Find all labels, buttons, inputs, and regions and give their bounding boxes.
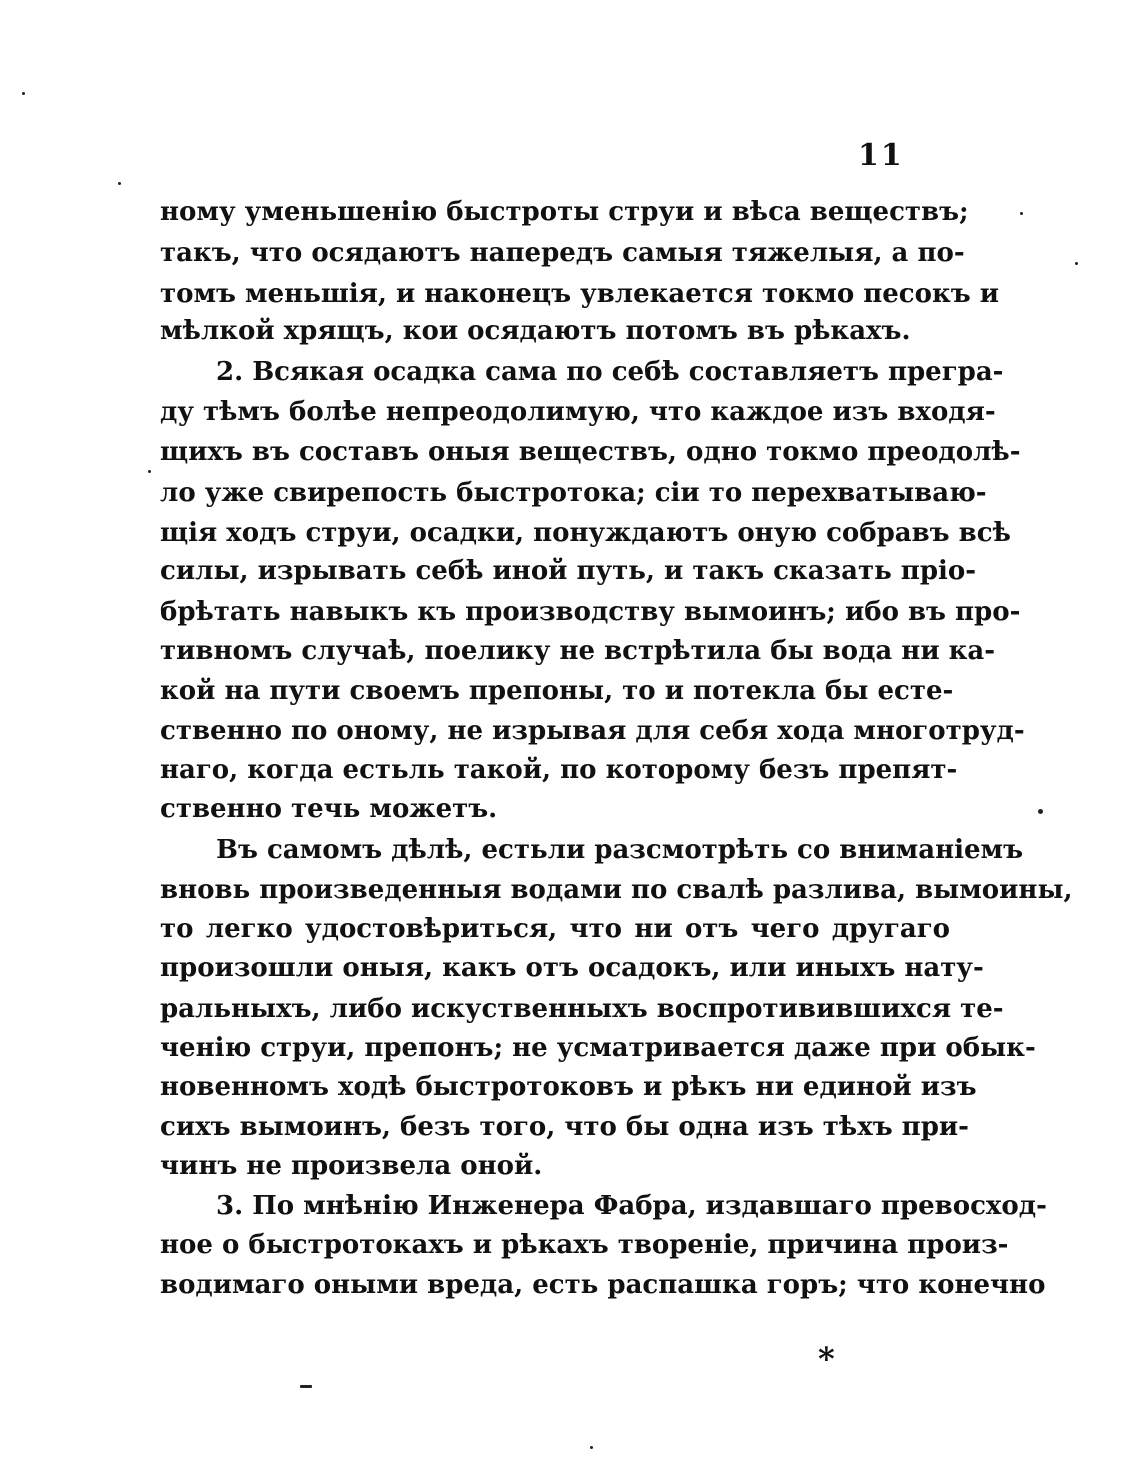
signature-mark: * [818, 1340, 835, 1378]
text-line: ду тѣмъ болѣе непреодолимую, что каждое изъ входя- [160, 397, 996, 427]
text-line: томъ меньшія, и наконецъ увлекается токмо песокъ и [160, 279, 1000, 309]
text-line: Въ самомъ дѣлѣ, естьли разсмотрѣть со вниманіемъ [216, 835, 1024, 865]
scan-speck [300, 1385, 312, 1388]
text-line: щія ходъ струи, осадки, понуждаютъ оную собравъ всѣ [160, 518, 1011, 548]
text-line: ченію струи, препонъ; не усматривается даже при обык- [160, 1033, 1036, 1063]
text-line: 3. По мнѣнію Инженера Фабра, издавшаго превосход- [216, 1191, 1047, 1221]
text-line: ное о быстротокахъ и рѣкахъ твореніе, причина произ- [160, 1230, 1009, 1260]
text-line: щихъ въ составъ оныя веществъ, одно токмо преодолѣ- [160, 437, 1021, 467]
text-line: произошли оныя, какъ отъ осадокъ, или иныхъ нату- [160, 953, 984, 983]
scan-speck [148, 470, 151, 473]
scan-speck [1020, 212, 1023, 215]
text-line: ному уменьшенію быстроты струи и вѣса веществъ; [160, 197, 969, 227]
text-line: чинъ не произвела оной. [160, 1151, 543, 1181]
text-line: новенномъ ходѣ быстротоковъ и рѣкъ ни единой изъ [160, 1072, 977, 1102]
text-line: наго, когда естьль такой, по которому безъ препят- [160, 755, 958, 785]
text-line: ственно течь можетъ. [160, 794, 498, 824]
scan-speck [22, 92, 25, 95]
text-line: то легко удостовѣриться, что ни отъ чего другаго [160, 914, 950, 944]
text-line: водимаго оными вреда, есть распашка горъ; что конечно [160, 1270, 1046, 1300]
text-line: ственно по оному, не изрывая для себя хода многотруд- [160, 716, 1025, 746]
scan-speck [1038, 809, 1043, 814]
text-line: такъ, что осядаютъ напередъ самыя тяжелыя, а по- [160, 238, 965, 268]
text-line: 2. Всякая осадка сама по себѣ составляетъ прегра- [216, 357, 1004, 387]
scan-speck [1075, 262, 1078, 265]
scan-speck [590, 1446, 593, 1449]
text-line: мѣлкой хрящъ, кои осядаютъ потомъ въ рѣкахъ. [160, 316, 911, 346]
page-number: 11 [858, 138, 904, 173]
text-line: тивномъ случаѣ, поелику не встрѣтила бы вода ни ка- [160, 636, 996, 666]
text-line: сихъ вымоинъ, безъ того, что бы одна изъ тѣхъ при- [160, 1112, 969, 1142]
text-line: брѣтать навыкъ къ производству вымоинъ; ибо въ про- [160, 597, 1021, 627]
text-line: ло уже свирепость быстротока; сіи то перехватываю- [160, 478, 987, 508]
scan-speck [118, 182, 121, 185]
text-line: ральныхъ, либо искуственныхъ воспротивившихся те- [160, 994, 1004, 1024]
text-line: кой на пути своемъ препоны, то и потекла бы есте- [160, 676, 954, 706]
text-line: вновь произведенныя водами по свалѣ разлива, вымоины, [160, 875, 1073, 905]
text-line: силы, изрывать себѣ иной путь, и такъ сказать пріо- [160, 556, 977, 586]
